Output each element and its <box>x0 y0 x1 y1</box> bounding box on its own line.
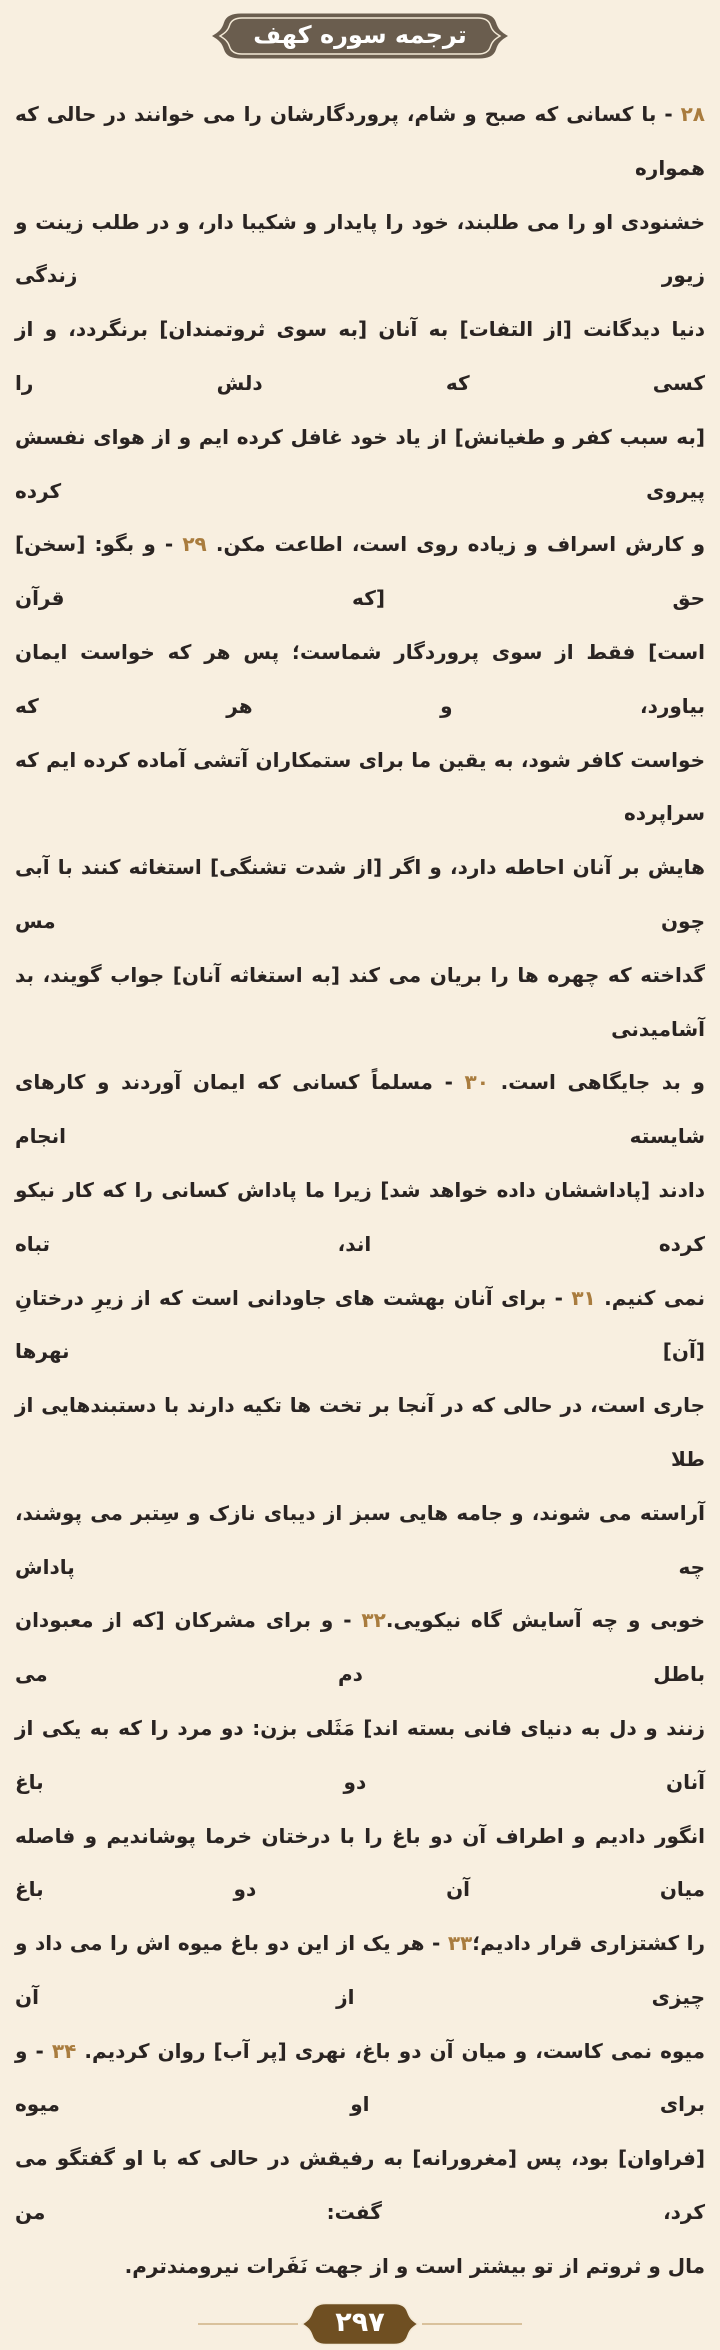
text-line: و کارش اسراف و زیاده روی است، اطاعت مکن. ۲۹ - و بگو: [سخن] حق [که قرآن <box>15 532 706 611</box>
text-line: میوه نمی کاست، و میان آن دو باغ، نهری [پر آب] روان کردیم. ۳۴ - و برای او میوه <box>15 2038 705 2117</box>
footer-divider-left <box>198 2323 298 2325</box>
text-line: [به سبب کفر و طغیانش] از یاد خود غافل کرده ایم و از هوای نفسش پیروی کرده <box>15 424 705 503</box>
verse-number: ۳۰ <box>464 1070 489 1095</box>
text-line: مال و ثروتم از تو بیشتر است و از جهت نَفَرات نیرومندترم. <box>124 2253 705 2278</box>
text-line: و بد جایگاهی است. ۳۰ - مسلماً کسانی که ایمان آوردند و کارهای شایسته انجام <box>15 1070 705 1149</box>
text-line: هایش بر آنان احاطه دارد، و اگر [از شدت تشنگی] استغاثه کنند با آبی چون مس <box>15 855 705 933</box>
text-line: زنند و دل به دنیای فانی بسته اند] مَثَلی بزن: دو مرد را که به یکی از آنان دو باغ <box>15 1715 705 1794</box>
text-line: ۲۸ - با کسانی که صبح و شام، پروردگارشان را می خوانند در حالی که همواره <box>15 102 705 180</box>
verse-number: ۳۱ <box>571 1285 596 1310</box>
footer-divider-right <box>422 2323 522 2325</box>
text-line: خشنودی او را می طلبند، خود را پایدار و شکیبا دار، و در طلب زینت و زیور زندگی <box>15 209 705 288</box>
verse-number: ۳۴ <box>51 2038 77 2063</box>
text-line: را کشتزاری قرار دادیم؛۳۳ - هر یک از این دو باغ میوه اش را می داد و چیزی از آن <box>15 1931 705 2009</box>
text-line: [فراوان] بود، پس [مغرورانه] به رفیقش در حالی که با او گفتگو می کرد، گفت: من <box>15 2146 705 2225</box>
translation-text <box>0 88 720 2294</box>
page-number-badge <box>300 2298 420 2350</box>
text-line: انگور دادیم و اطراف آن دو باغ را با درختان خرما پوشاندیم و فاصله میان آن دو باغ <box>15 1823 705 1902</box>
footer <box>0 2298 720 2350</box>
text-line: دادند [پاداششان داده خواهد شد] زیرا ما پاداش کسانی را که کار نیکو کرده اند، تباه <box>15 1177 705 1256</box>
header-ornament-badge <box>210 10 510 62</box>
text-line: آراسته می شوند، و جامه هایی سبز از دیبای نازک و سِتبر می پوشند، چه پاداش <box>15 1500 705 1579</box>
verse-number: ۲۹ <box>182 532 207 557</box>
surah-title: ترجمه سوره کهف <box>253 20 467 49</box>
text-line: نمی کنیم. ۳۱ - برای آنان بهشت های جاودانی است که از زیرِ درختانِ [آن] نهرها <box>15 1285 705 1364</box>
verse-number: ۳۳ <box>447 1931 473 1956</box>
verse-number: ۳۲ <box>361 1608 386 1633</box>
text-line: جاری است، در حالی که در آنجا بر تخت ها تکیه دارند با دستبندهایی از طلا <box>15 1393 705 1471</box>
verse-number: ۲۸ <box>680 102 705 126</box>
text-line: خوبی و چه آسایش گاه نیکویی.۳۲ - و برای مشرکان [که از معبودان باطل دم می <box>15 1608 705 1687</box>
text-line: است] فقط از سوی پروردگار شماست؛ پس هر که خواست ایمان بیاورد، و هر که <box>15 639 705 718</box>
text-line: گداخته که چهره ها را بریان می کند [به استغاثه آنان] جواب گویند، بد آشامیدنی <box>15 962 705 1041</box>
text-line: دنیا دیدگانت [از التفات] به آنان [به سوی ثروتمندان] برنگردد، و از کسی که دلش را <box>15 317 705 395</box>
header <box>0 0 720 62</box>
page-number: ۲۹۷ <box>335 2307 385 2339</box>
text-line: خواست کافر شود، به یقین ما برای ستمکاران آتشی آماده کرده ایم که سراپرده <box>15 747 705 826</box>
